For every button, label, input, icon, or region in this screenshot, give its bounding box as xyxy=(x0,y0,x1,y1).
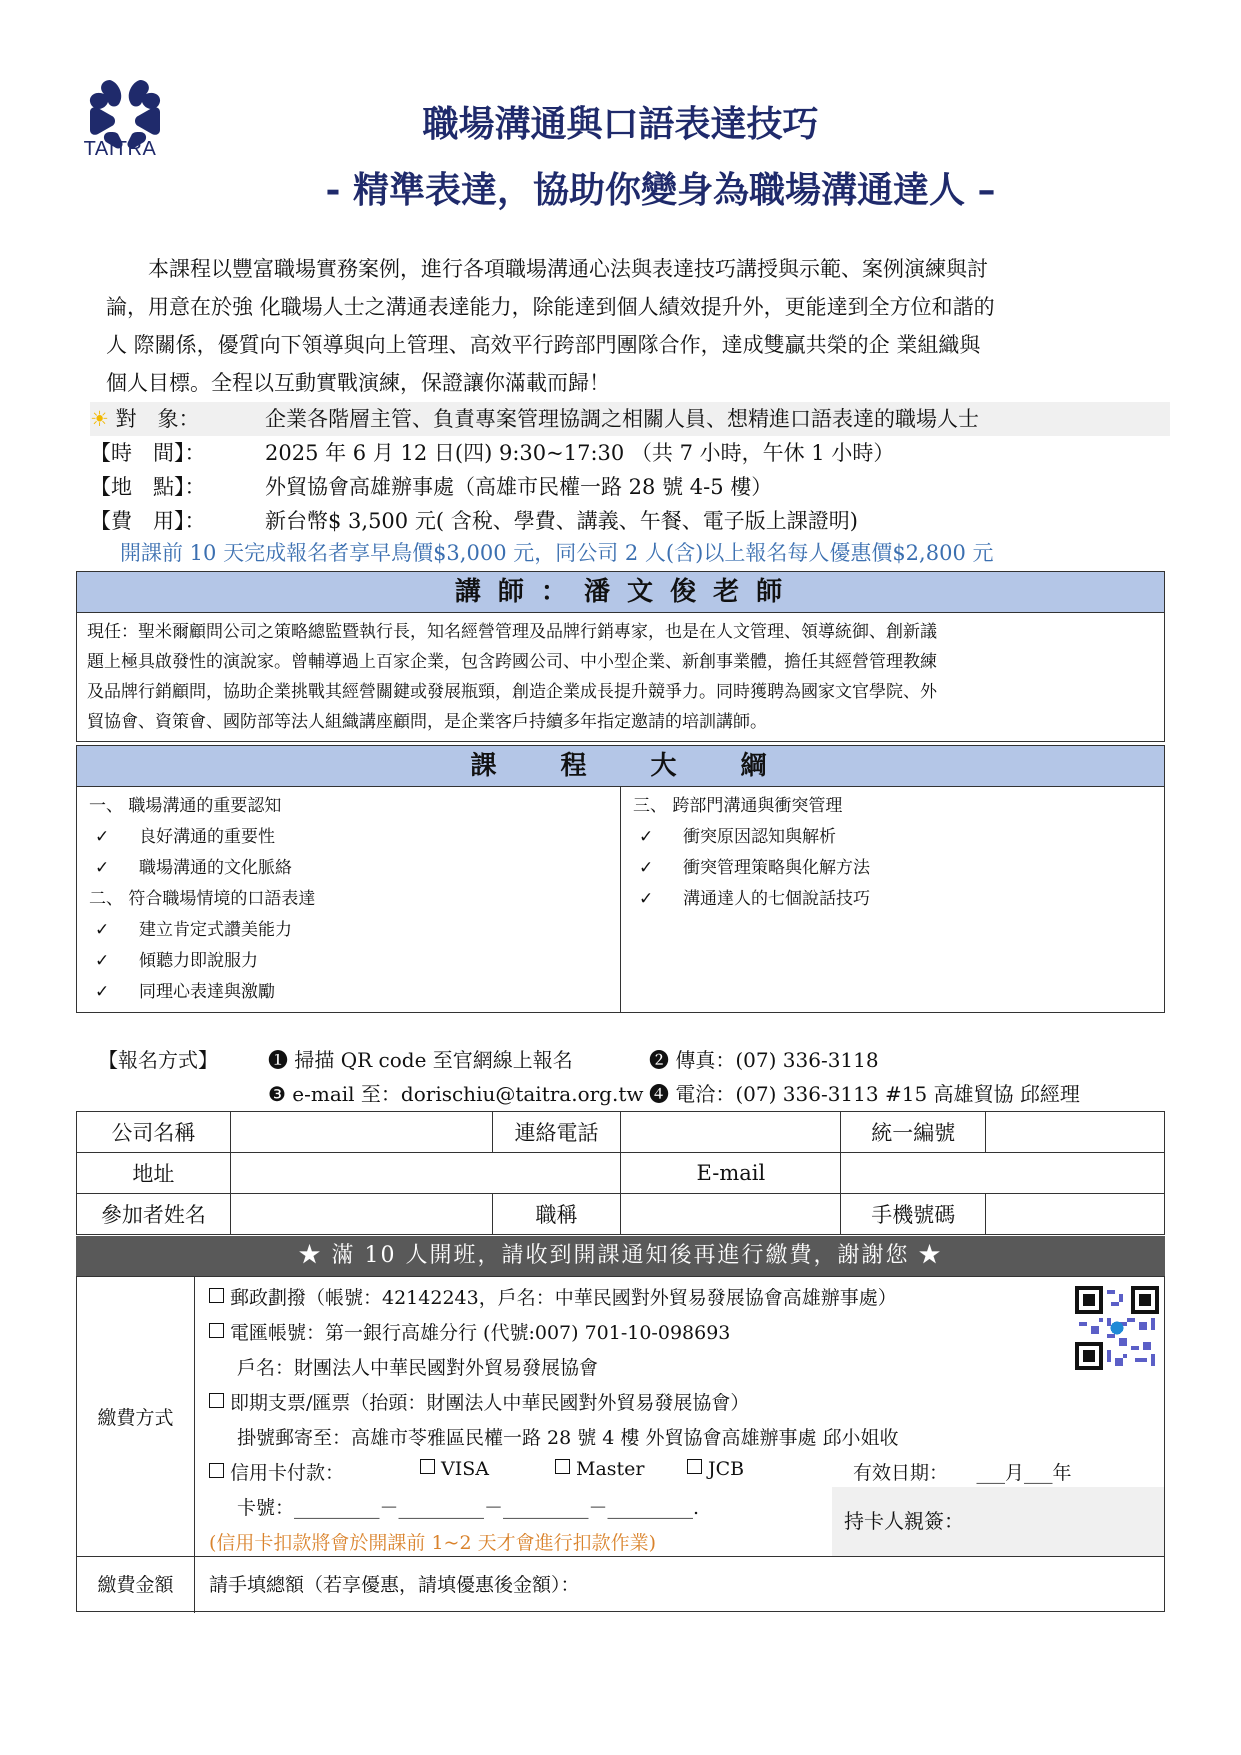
fee-row xyxy=(90,504,1170,538)
amount-field[interactable]: 請手填總額（若享優惠，請填優惠後金額）： xyxy=(209,1574,580,1596)
company-field[interactable] xyxy=(230,1112,492,1153)
expiry-field[interactable]: 有效日期： ___月___年 xyxy=(853,1462,1072,1484)
syllabus-left-column xyxy=(77,787,621,1012)
amount-row xyxy=(77,1556,1164,1613)
bio-line: 題上極具啟發性的演說家。曾輔導過上百家企業，包含跨國公司、中小型企業、新創事業體，擔任其經營管理教練 xyxy=(87,652,937,672)
intro-line: 論，用意在於強 化職場人士之溝通表達能力，除能達到個人績效提升外，更能達到全方位和諧的 xyxy=(106,295,995,319)
checkbox[interactable] xyxy=(209,1393,224,1408)
check-icon: ✓ xyxy=(95,951,110,971)
sun-icon: ☀ xyxy=(90,407,109,431)
instructor-bio xyxy=(77,613,1164,741)
target-row xyxy=(90,402,1170,436)
page-title: 職場溝通與口語表達技巧 xyxy=(422,103,819,145)
check-icon: ✓ xyxy=(639,889,654,909)
check-icon: ✓ xyxy=(95,858,110,878)
card-option[interactable]: 信用卡付款： xyxy=(209,1458,344,1485)
time-row xyxy=(90,436,1170,470)
tax-id-field[interactable] xyxy=(986,1112,1165,1153)
check-icon: ✓ xyxy=(639,827,654,847)
place-value: 外貿協會高雄辦事處（高雄市民權一路 28 號 4-5 樓） xyxy=(265,475,773,499)
target-label: ☀ 對 象： xyxy=(90,407,200,431)
email-field[interactable] xyxy=(841,1153,1165,1194)
registration-label: 【報名方式】 xyxy=(98,1048,218,1072)
syllabus-section: 三、 跨部門溝通與衝突管理 xyxy=(633,796,843,816)
notice-banner: ★ 滿 10 人開班，請收到開課通知後再進行繳費，謝謝您 ★ xyxy=(76,1236,1165,1276)
place-row xyxy=(90,470,1170,504)
bio-line: 現任：聖米爾顧問公司之策略總監暨執行長，知名經營管理及品牌行銷專家，也是在人文管理、領導統御、創新議 xyxy=(87,622,937,642)
fee-value: 新台幣$ 3,500 元( 含稅、學費、講義、午餐、電子版上課證明) xyxy=(265,509,858,533)
payment-label: 繳費方式 xyxy=(77,1277,195,1556)
intro-line: 本課程以豐富職場實務案例，進行各項職場溝通心法與表達技巧講授與示範、案例演練與討 xyxy=(148,257,988,281)
registration-form xyxy=(76,1111,1165,1235)
amount-label: 繳費金額 xyxy=(77,1557,195,1613)
card-number-field[interactable]: 卡號：_________－_________－_________－_________. xyxy=(237,1497,700,1519)
wire-option[interactable]: 電匯帳號：第一銀行高雄分行 (代號:007) 701-10-098693 xyxy=(209,1318,730,1345)
syllabus-right-column xyxy=(621,787,1164,1012)
tax-id-label: 統一編號 xyxy=(841,1112,986,1153)
syllabus-item: ✓ 衝突原因認知與解析 xyxy=(633,822,1152,853)
time-label: 【時 間】： xyxy=(90,441,206,465)
intro-line: 個人目標。全程以互動實戰演練，保證讓你滿載而歸！ xyxy=(106,371,610,395)
registration-option-qr: ❶ 掃描 QR code 至官網線上報名 xyxy=(268,1048,573,1072)
mobile-label: 手機號碼 xyxy=(841,1194,986,1235)
registration-option-phone: ❹ 電洽：(07) 336-3113 #15 高雄貿協 邱經理 xyxy=(649,1082,1080,1106)
intro-paragraph xyxy=(106,250,1166,402)
phone-label: 連絡電話 xyxy=(492,1112,621,1153)
master-option[interactable]: Master xyxy=(555,1458,645,1480)
checkbox[interactable] xyxy=(687,1459,702,1474)
syllabus-section: 二、 符合職場情境的口語表達 xyxy=(89,889,316,909)
promo-text: 開課前 10 天完成報名者享早鳥價$3,000 元，同公司 2 人(含)以上報名每人優惠價$2,800 元 xyxy=(120,541,994,565)
qr-code-icon[interactable] xyxy=(1075,1286,1159,1370)
jcb-option[interactable]: JCB xyxy=(687,1458,744,1480)
visa-option[interactable]: VISA xyxy=(420,1458,489,1480)
syllabus-section: 一、 職場溝通的重要認知 xyxy=(89,796,282,816)
check-icon: ✓ xyxy=(95,982,110,1002)
cheque-option[interactable]: 即期支票/匯票（抬頭：財團法人中華民國對外貿易發展協會） xyxy=(209,1388,749,1415)
cheque-mail-address: 掛號郵寄至：高雄市苓雅區民權一路 28 號 4 樓 外貿協會高雄辦事處 邱小姐收 xyxy=(237,1427,899,1449)
fee-label: 【費 用】： xyxy=(90,509,206,533)
attendee-field[interactable] xyxy=(230,1194,492,1235)
intro-line: 人 際關係，優質向下領導與向上管理、高效平行跨部門團隊合作，達成雙贏共榮的企 業組織與 xyxy=(106,333,981,357)
bio-line: 貿協會、資策會、國防部等法人組織講座顧問，是企業客戶持續多年指定邀請的培訓講師。 xyxy=(87,712,767,732)
company-label: 公司名稱 xyxy=(77,1112,231,1153)
syllabus-item: ✓ 溝通達人的七個說話技巧 xyxy=(633,884,1152,915)
email-label: E-mail xyxy=(621,1153,841,1194)
postal-option[interactable]: 郵政劃撥（帳號：42142243，戶名：中華民國對外貿易發展協會高雄辦事處） xyxy=(209,1283,897,1310)
payment-section xyxy=(76,1276,1165,1612)
target-value: 企業各階層主管、負責專案管理協調之相關人員、想精進口語表達的職場人士 xyxy=(265,407,979,431)
check-icon: ✓ xyxy=(639,858,654,878)
checkbox[interactable] xyxy=(555,1459,570,1474)
job-title-field[interactable] xyxy=(621,1194,841,1235)
syllabus-item: ✓ 職場溝通的文化脈絡 xyxy=(89,853,608,884)
address-label: 地址 xyxy=(77,1153,231,1194)
signature-field[interactable]: 持卡人親簽： xyxy=(832,1487,1164,1556)
instructor-header: 講 師 ： 潘 文 俊 老 師 xyxy=(77,572,1164,613)
job-title-label: 職稱 xyxy=(492,1194,621,1235)
mobile-field[interactable] xyxy=(986,1194,1165,1235)
checkbox[interactable] xyxy=(209,1323,224,1338)
syllabus-item: ✓ 傾聽力即說服力 xyxy=(89,946,608,977)
place-label: 【地 點】： xyxy=(90,475,206,499)
card-note: (信用卡扣款將會於開課前 1~2 天才會進行扣款作業) xyxy=(209,1532,657,1554)
logo-text: TAITRA xyxy=(83,138,157,160)
time-value: 2025 年 6 月 12 日(四) 9:30~17:30 （共 7 小時，午休 1 小時） xyxy=(265,441,895,465)
syllabus-item: ✓ 衝突管理策略與化解方法 xyxy=(633,853,1152,884)
checkbox[interactable] xyxy=(420,1459,435,1474)
registration-option-email: ❸ e-mail 至：dorischiu@taitra.org.tw xyxy=(268,1082,644,1106)
syllabus-block xyxy=(76,745,1165,1013)
syllabus-item: ✓ 良好溝通的重要性 xyxy=(89,822,608,853)
address-field[interactable] xyxy=(230,1153,621,1194)
syllabus-header: 課 程 大 綱 xyxy=(77,746,1164,787)
check-icon: ✓ xyxy=(95,920,110,940)
check-icon: ✓ xyxy=(95,827,110,847)
attendee-label: 參加者姓名 xyxy=(77,1194,231,1235)
checkbox[interactable] xyxy=(209,1463,224,1478)
instructor-block xyxy=(76,571,1165,742)
wire-account-name: 戶名：財團法人中華民國對外貿易發展協會 xyxy=(237,1357,599,1379)
registration-option-fax: ❷ 傳真：(07) 336-3118 xyxy=(649,1048,879,1072)
syllabus-item: ✓ 建立肯定式讚美能力 xyxy=(89,915,608,946)
bio-line: 及品牌行銷顧問，協助企業挑戰其經營關鍵或發展瓶頸，創造企業成長提升競爭力。同時獲聘為國家文官學院、外 xyxy=(87,682,937,702)
checkbox[interactable] xyxy=(209,1288,224,1303)
page-subtitle: - 精準表達，協助你變身為職場溝通達人 – xyxy=(325,169,996,211)
phone-field[interactable] xyxy=(621,1112,841,1153)
syllabus-item: ✓ 同理心表達與激勵 xyxy=(89,977,608,1008)
